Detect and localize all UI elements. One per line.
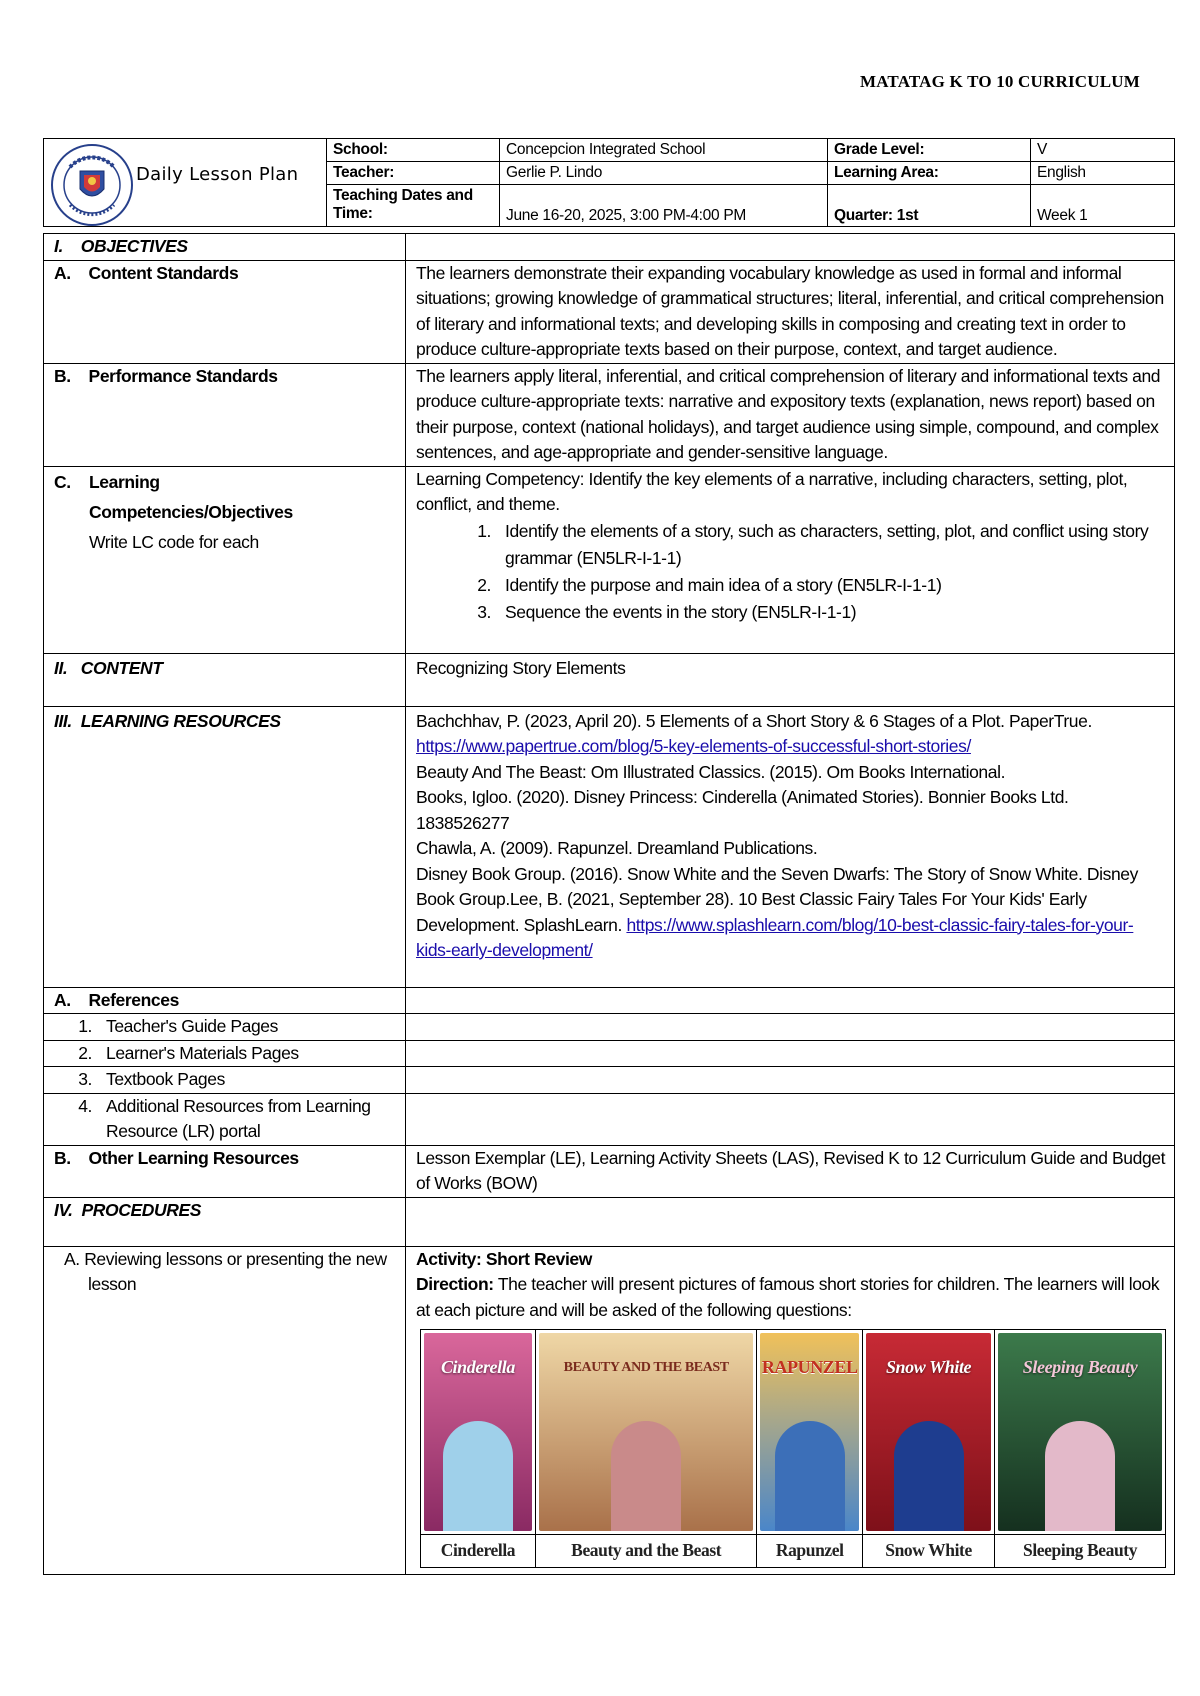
dates-value: June 16-20, 2025, 3:00 PM-4:00 PM: [500, 185, 828, 227]
content-standards-label: A. Content Standards: [44, 260, 406, 363]
curriculum-header: MATATAG K TO 10 CURRICULUM: [859, 72, 1140, 91]
area-label: Learning Area:: [828, 162, 1031, 185]
review-cell: [406, 1246, 1175, 1574]
competencies-cell: [406, 466, 1175, 653]
caption-sleeping-beauty: Sleeping Beauty: [995, 1535, 1166, 1568]
competencies-label-cell: [44, 466, 406, 653]
teacher-value: Gerlie P. Lindo: [500, 162, 828, 185]
deped-seal-icon: [50, 143, 134, 227]
competencies-label-2: Competencies/Objectives: [89, 501, 293, 522]
competency-item-3: Sequence the events in the story (EN5LR-I-1-1): [505, 601, 857, 622]
resource-5: Disney Book Group. (2016). Snow White and the Seven Dwarfs: The Story of Snow White. Disney Book Group.Lee, B. (2021, September 28). 10 Best Classic Fairy Tales For Your Kids' Early Development. SplashLearn.: [416, 863, 1138, 935]
book-cinderella: [421, 1330, 536, 1535]
resource-4: Chawla, A. (2009). Rapunzel. Dreamland Publications.: [416, 838, 818, 858]
competencies-letter: C.: [54, 471, 71, 492]
other-resources-text: Lesson Exemplar (LE), Learning Activity Sheets (LAS), Revised K to 12 Curriculum Guide and Budget of Works (BOW): [406, 1145, 1175, 1197]
procedures-heading: IV. PROCEDURES: [44, 1197, 406, 1246]
competency-text: Learning Competency: Identify the key elements of a narrative, including characters, setting, plot, conflict, and theme.: [416, 468, 1128, 514]
other-resources-label: B. Other Learning Resources: [44, 1145, 406, 1197]
resource-3: Books, Igloo. (2020). Disney Princess: Cinderella (Animated Stories). Bonnier Books Ltd. 1838526277: [416, 787, 1069, 833]
content-heading: II. CONTENT: [44, 653, 406, 706]
book-snow-white: [863, 1330, 995, 1535]
reference-item-2: Learner's Materials Pages: [106, 1042, 299, 1063]
activity-title: Activity: Short Review: [416, 1248, 592, 1269]
reference-row: 1. Teacher's Guide Pages: [44, 1014, 406, 1041]
objectives-empty: [406, 234, 1175, 261]
reference-row: 2. Learner's Materials Pages: [44, 1040, 406, 1067]
reference-empty: [406, 1067, 1175, 1094]
list-item: 3. Sequence the events in the story (EN5LR-I-1-1): [416, 599, 1166, 626]
content-standards-text: The learners demonstrate their expanding vocabulary knowledge as used in formal and informal situations; growing knowledge of grammatical structures; literal, inferential, and critical comprehension of literary and informational texts; and developing skills in composing and creating text in order to produce culture-appropriate texts based on their purpose, context, and target audience.: [406, 260, 1175, 363]
content-value: Recognizing Story Elements: [406, 653, 1175, 706]
beauty-cover: BEAUTY AND THE BEAST: [539, 1333, 754, 1531]
school-label: School:: [327, 139, 500, 162]
references-label: A. References: [44, 987, 406, 1014]
review-label-cell: [44, 1246, 406, 1574]
competencies-note: Write LC code for each: [89, 531, 259, 552]
sleeping-beauty-cover: Sleeping Beauty: [998, 1333, 1162, 1531]
performance-standards-text: The learners apply literal, inferential, and critical comprehension of literary and informational texts and produce culture-appropriate texts: narrative and expository texts (explanation, news report) based on their purpose, context (national holidays), and target audience using simple, compound, and complex sentences, and age-appropriate and gender-sensitive language.: [406, 363, 1175, 466]
reference-row: 4. Additional Resources from Learning Resource (LR) portal: [44, 1093, 406, 1145]
snow-white-cover: Snow White: [866, 1333, 991, 1531]
story-pictures: [420, 1329, 1166, 1568]
caption-snow-white: Snow White: [863, 1535, 995, 1568]
resources-cell: [406, 706, 1175, 987]
book-beauty: [535, 1330, 757, 1535]
resource-5-link[interactable]: https://www.splashlearn.com/blog/10-best-classic-fairy-tales-for-your-kids-early-development/: [416, 914, 1134, 960]
caption-rapunzel: Rapunzel: [757, 1535, 863, 1568]
resource-1-link[interactable]: https://www.papertrue.com/blog/5-key-elements-of-successful-short-stories/: [416, 736, 971, 756]
competency-item-1: Identify the elements of a story, such as characters, setting, plot, and conflict using story grammar (EN5LR-I-1-1): [505, 520, 1149, 568]
resource-1: Bachchhav, P. (2023, April 20). 5 Elements of a Short Story & 6 Stages of a Plot. PaperTrue.: [416, 710, 1092, 731]
reference-empty: [406, 1093, 1175, 1145]
grade-value: V: [1031, 139, 1175, 162]
competencies-label-1: Learning: [89, 471, 160, 492]
caption-cinderella: Cinderella: [421, 1535, 536, 1568]
reference-empty: [406, 1014, 1175, 1041]
direction-text: The teacher will present pictures of famous short stories for children. The learners will look at each picture and will be asked of the following questions:: [416, 1274, 1160, 1320]
document-title: Daily Lesson Plan: [136, 164, 299, 185]
teacher-label: Teacher:: [327, 162, 500, 185]
reference-empty: [406, 1040, 1175, 1067]
list-item: 2. Identify the purpose and main idea of a story (EN5LR-I-1-1): [416, 572, 1166, 599]
dates-label: Teaching Dates and Time:: [327, 185, 500, 227]
resources-heading: III. LEARNING RESOURCES: [44, 706, 406, 987]
quarter-label: Quarter: 1st: [828, 185, 1031, 227]
procedures-empty: [406, 1197, 1175, 1246]
logo-cell: [44, 139, 327, 227]
cinderella-cover: Cinderella: [424, 1333, 532, 1531]
week-value: Week 1: [1031, 185, 1175, 227]
caption-beauty: Beauty and the Beast: [535, 1535, 757, 1568]
rapunzel-cover: RAPUNZEL: [760, 1333, 859, 1531]
book-rapunzel: [757, 1330, 863, 1535]
reference-row: 3. Textbook Pages: [44, 1067, 406, 1094]
reference-item-4: Additional Resources from Learning Resource (LR) portal: [106, 1095, 371, 1141]
school-value: Concepcion Integrated School: [500, 139, 828, 162]
reference-item-1: Teacher's Guide Pages: [106, 1016, 278, 1036]
performance-standards-label: B. Performance Standards: [44, 363, 406, 466]
lesson-table: [43, 233, 1175, 1575]
direction-label: Direction:: [416, 1274, 494, 1294]
reference-item-3: Textbook Pages: [106, 1069, 225, 1089]
review-label: A. Reviewing lessons or presenting the new lesson: [64, 1248, 387, 1294]
references-empty: [406, 987, 1175, 1014]
grade-label: Grade Level:: [828, 139, 1031, 162]
objectives-heading: I. OBJECTIVES: [44, 234, 406, 261]
book-sleeping-beauty: [995, 1330, 1166, 1535]
list-item: 1. Identify the elements of a story, such as characters, setting, plot, and conflict using story grammar (EN5LR-I-1-1): [416, 518, 1166, 572]
header-table: [43, 138, 1175, 227]
competency-item-2: Identify the purpose and main idea of a story (EN5LR-I-1-1): [505, 574, 942, 595]
area-value: English: [1031, 162, 1175, 185]
resource-2: Beauty And The Beast: Om Illustrated Classics. (2015). Om Books International.: [416, 761, 1006, 782]
